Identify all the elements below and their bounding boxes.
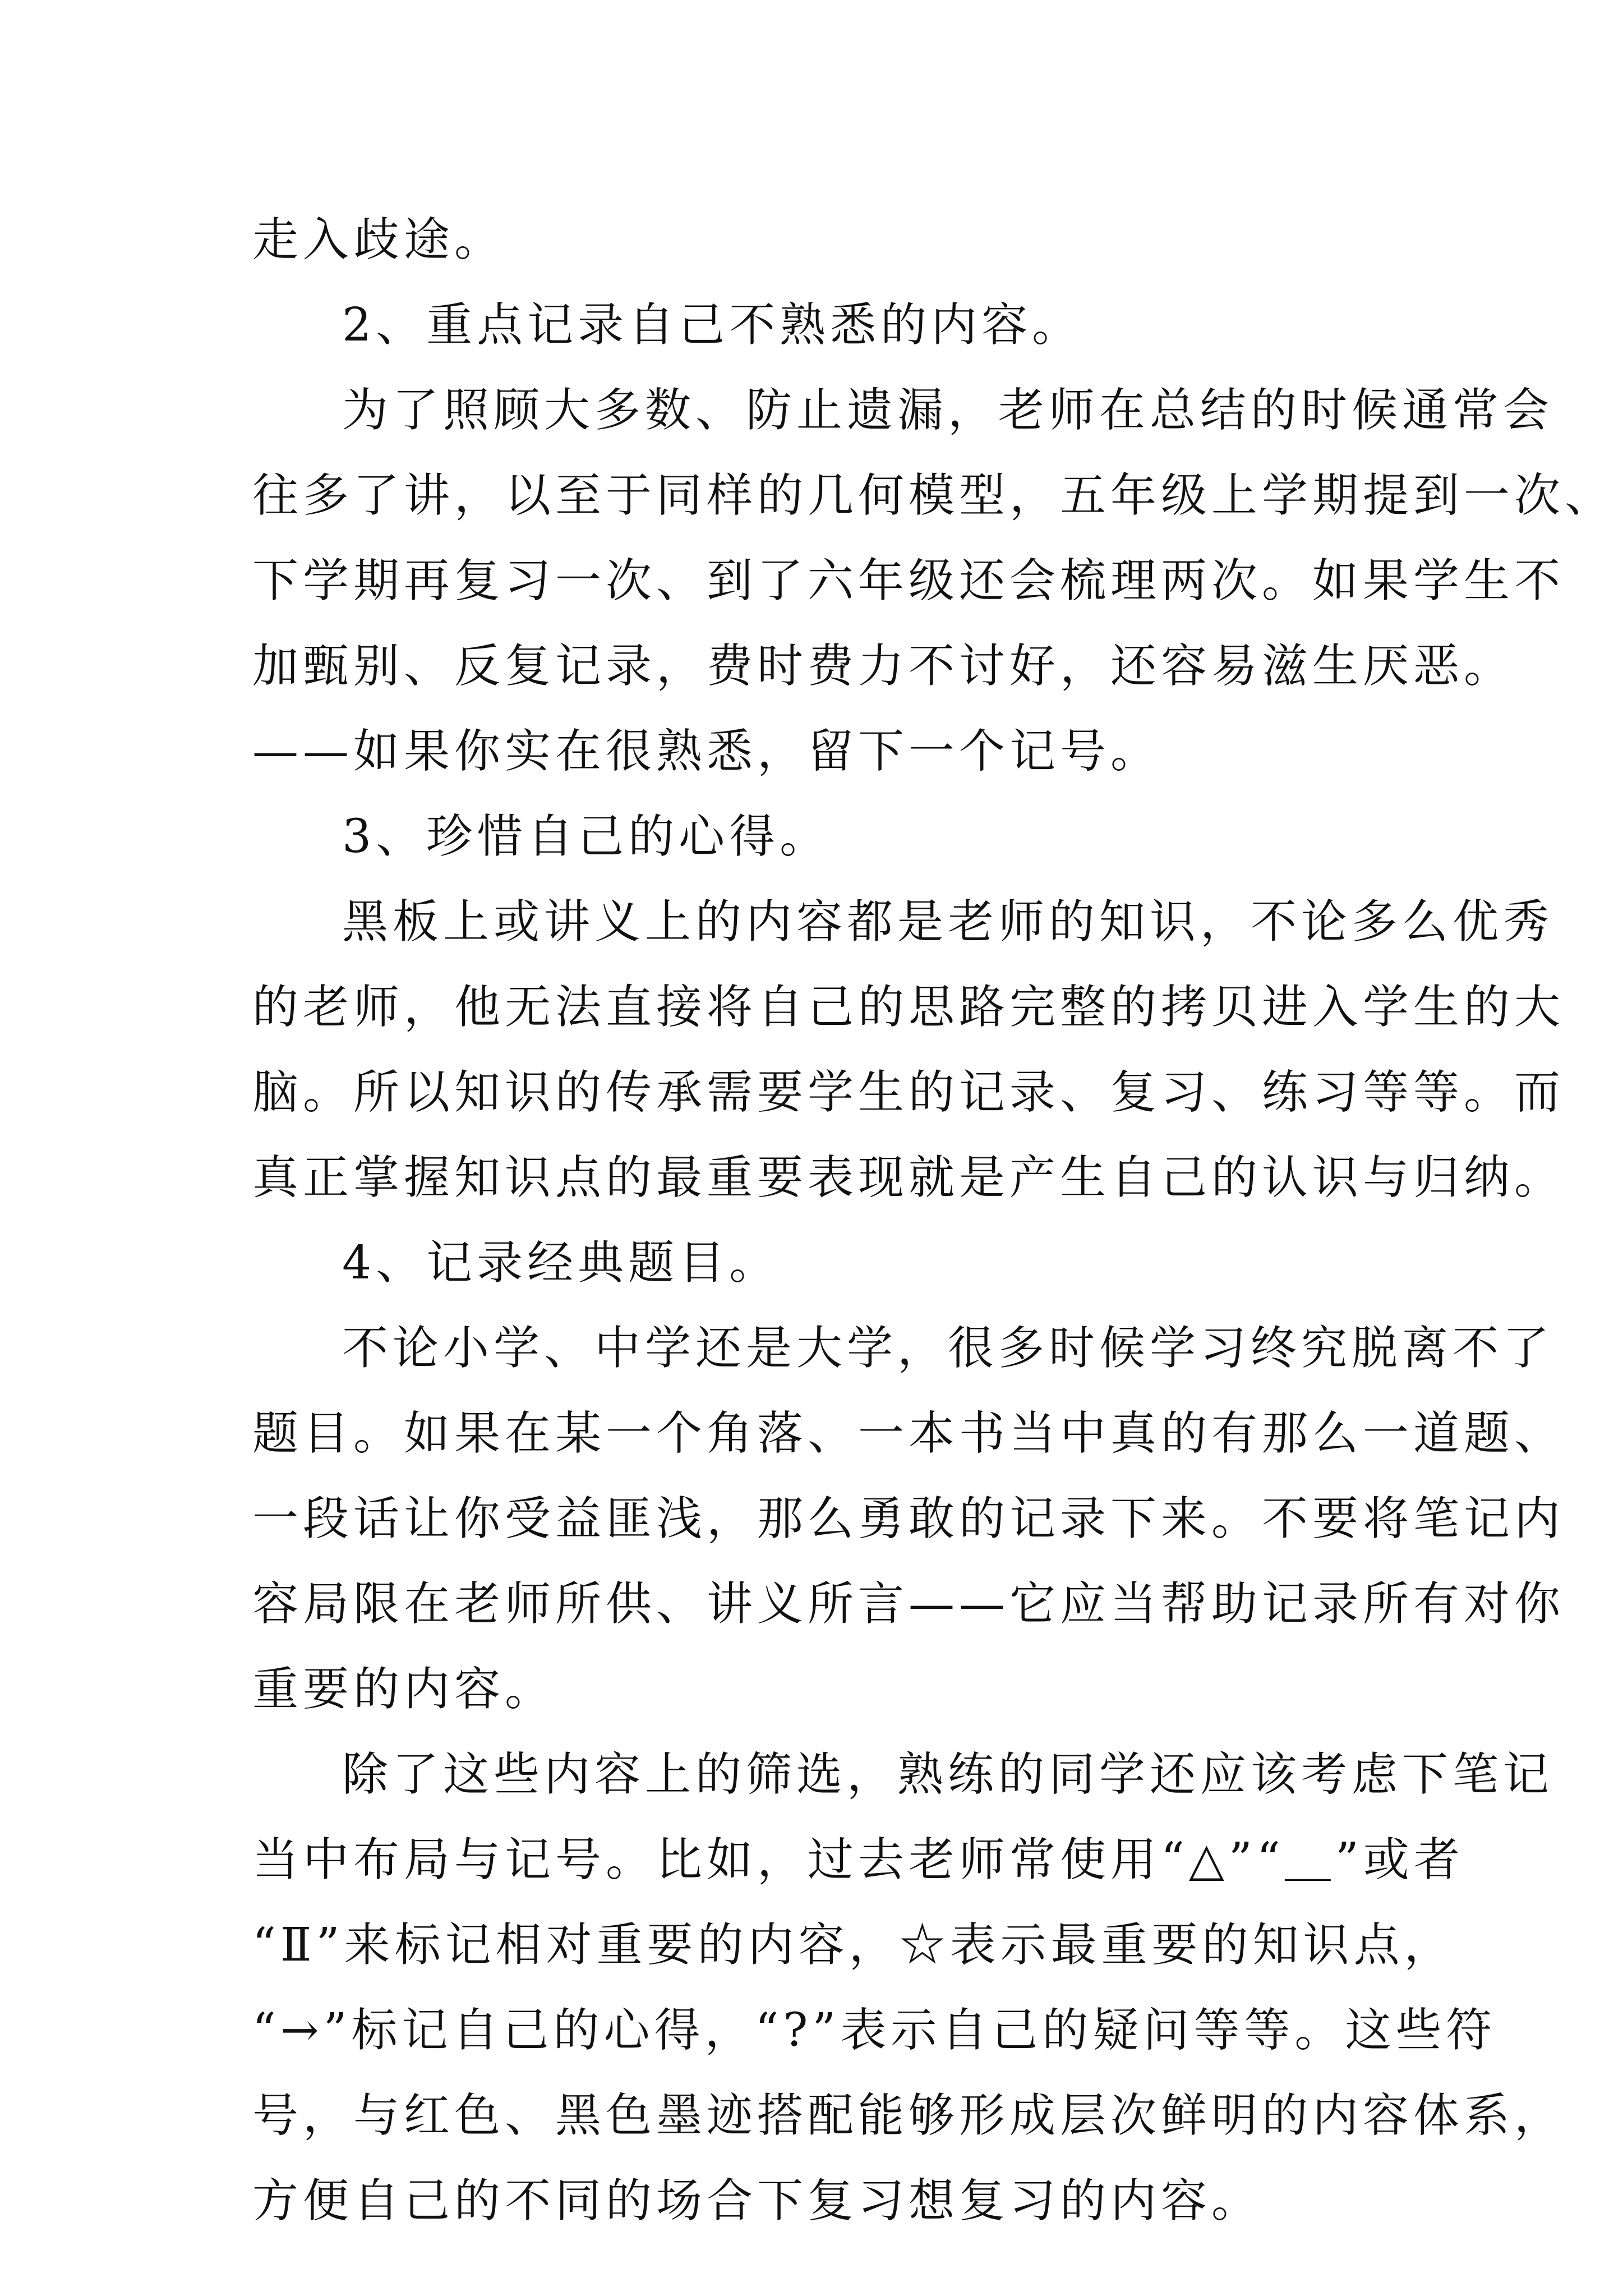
body-text-line: 脑。所以知识的传承需要学生的记录、复习、练习等等。而 — [252, 1066, 1565, 1119]
body-text-line: 下学期再复习一次、到了六年级还会梳理两次。如果学生不 — [252, 554, 1565, 608]
body-text-line: 不论小学、中学还是大学，很多时候学习终究脱离不了 — [342, 1322, 1554, 1375]
section-heading-3: 3、珍惜自己的心得。 — [342, 810, 831, 863]
body-text-line: 当中布局与记号。比如，过去老师常使用“△”“＿”或者 — [252, 1833, 1464, 1887]
body-text-line: 方便自己的不同的场合下复习想复习的内容。 — [252, 2174, 1262, 2228]
body-text-line: “Ⅱ”来标记相对重要的内容，☆表示最重要的知识点， — [252, 1918, 1455, 1972]
body-text-line: ——如果你实在很熟悉，留下一个记号。 — [252, 725, 1161, 778]
body-text-line: 为了照顾大多数、防止遗漏，老师在总结的时候通常会 — [342, 384, 1554, 437]
section-heading-4: 4、记录经典题目。 — [342, 1236, 780, 1290]
body-text-line: 加甄别、反复记录，费时费力不讨好，还容易滋生厌恶。 — [252, 639, 1515, 693]
body-text-line: 容局限在老师所供、讲义所言——它应当帮助记录所有对你 — [252, 1577, 1565, 1631]
body-text-line: 走入歧途。 — [252, 213, 505, 266]
body-text-line: 往多了讲，以至于同样的几何模型，五年级上学期提到一次、 — [252, 469, 1616, 522]
body-text-line: 真正掌握知识点的最重要表现就是产生自己的认识与归纳。 — [252, 1151, 1565, 1204]
body-text-line: “→”标记自己的心得，“?”表示自己的疑问等等。这些符 — [252, 2004, 1497, 2057]
body-text-line: 的老师，他无法直接将自己的思路完整的拷贝进入学生的大 — [252, 981, 1565, 1034]
body-text-line: 题目。如果在某一个角落、一本书当中真的有那么一道题、 — [252, 1407, 1565, 1460]
body-text-line: 除了这些内容上的筛选，熟练的同学还应该考虑下笔记 — [342, 1748, 1554, 1801]
body-text-line: 黑板上或讲义上的内容都是老师的知识，不论多么优秀 — [342, 895, 1554, 949]
section-heading-2: 2、重点记录自己不熟悉的内容。 — [342, 298, 1083, 352]
body-text-line: 号，与红色、黑色墨迹搭配能够形成层次鲜明的内容体系， — [252, 2089, 1565, 2142]
body-text-line: 重要的内容。 — [252, 1663, 556, 1716]
body-text-line: 一段话让你受益匪浅，那么勇敢的记录下来。不要将笔记内 — [252, 1492, 1565, 1545]
